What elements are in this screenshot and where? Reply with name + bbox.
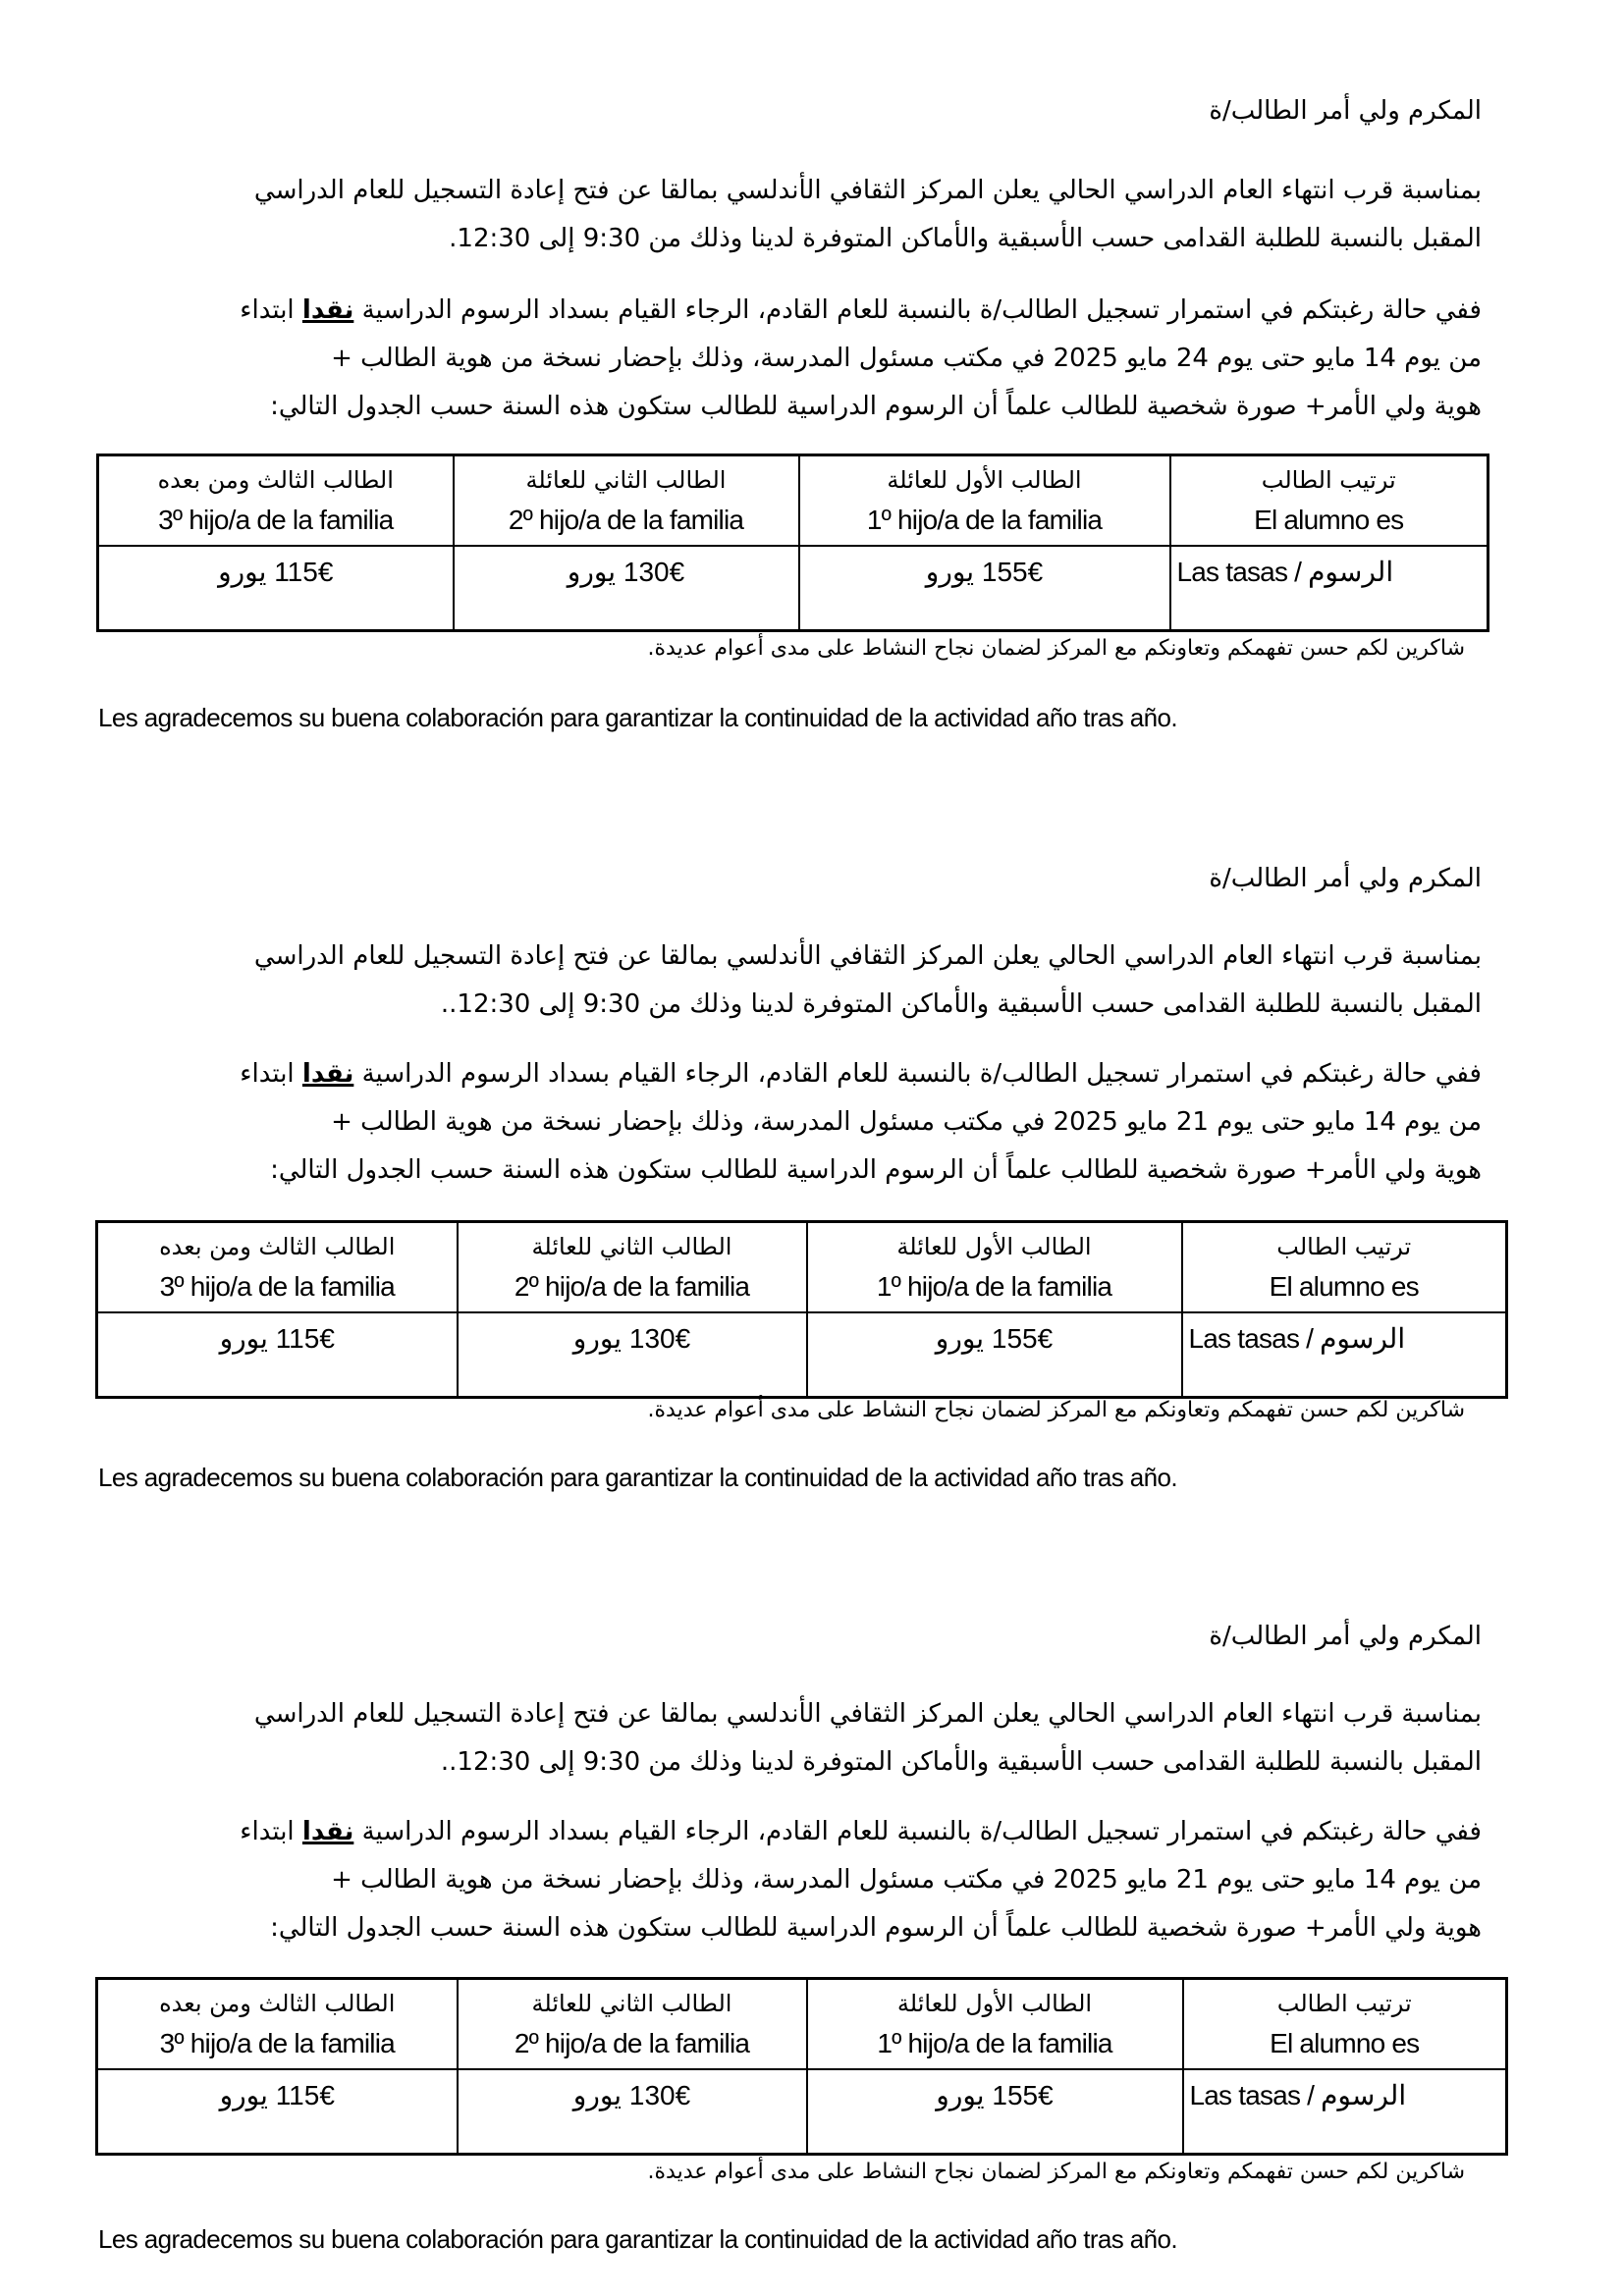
fee-value: 115€ يورو (219, 1323, 335, 1354)
payment-text: ففي حالة رغبتكم في استمرار تسجيل الطالب/ة بالنسبة للعام القادم، الرجاء القيام بسداد الرسوم الدراسية (353, 1059, 1482, 1089)
intro-line: المقبل بالنسبة للطلبة القدامى حسب الأسبقية والأماكن المتوفرة لدينا وذلك من 9:30 إلى 12:30.. (440, 1747, 1482, 1777)
payment-line (97, 287, 1482, 335)
row-label: Las tasas / الرسوم (1189, 2080, 1407, 2110)
payment-text: ابتداء (240, 1817, 302, 1846)
header-cell-second-child (458, 1222, 807, 1313)
payment-line: هوية ولي الأمر+ صورة شخصية للطالب علماً أن الرسوم الدراسية للطالب ستكون هذه السنة حسب الجدول التالي: (270, 392, 1482, 421)
fee-third-child (97, 1312, 458, 1398)
payment-text: ففي حالة رغبتكم في استمرار تسجيل الطالب/ة بالنسبة للعام القادم، الرجاء القيام بسداد الرسوم الدراسية (353, 1817, 1482, 1846)
fee-value: 155€ يورو (936, 2080, 1054, 2110)
payment-text: ابتداء (240, 295, 302, 325)
payment-text: ففي حالة رغبتكم في استمرار تسجيل الطالب/ة بالنسبة للعام القادم، الرجاء القيام بسداد الرسوم الدراسية (353, 295, 1482, 325)
header-ar: الطالب الثالث ومن بعده (159, 1233, 396, 1260)
fee-value: 130€ يورو (572, 1323, 691, 1354)
salutation: المكرم ولي أمر الطالب/ة (1209, 96, 1482, 126)
header-ar: ترتيب الطالب (1276, 1233, 1412, 1260)
fee-first-child (807, 1312, 1182, 1398)
payment-line (97, 1050, 1482, 1098)
intro-line: بمناسبة قرب انتهاء العام الدراسي الحالي يعلن المركز الثقافي الأندلسي بمالقا عن فتح إعادة التسجيل للعام الدراسي (253, 941, 1482, 971)
thanks-arabic: شاكرين لكم حسن تفهمكم وتعاونكم مع المركز لضمان نجاح النشاط على مدى أعوام عديدة. (647, 2160, 1465, 2184)
header-ar: الطالب الثالث ومن بعده (159, 1990, 396, 2017)
header-es: 1º hijo/a de la familia (877, 2028, 1112, 2058)
thanks-spanish: Les agradecemos su buena colaboración para garantizar la continuidad de la actividad año tras año. (98, 1463, 1177, 1492)
payment-paragraph (97, 1050, 1482, 1195)
fee-third-child (97, 2069, 458, 2155)
header-ar: الطالب الأول للعائلة (896, 1233, 1092, 1260)
header-cell-first-child (799, 455, 1170, 547)
cash-emphasis: نقدا (301, 295, 354, 325)
table-row-fees (97, 2069, 1507, 2155)
header-cell-student-order (1183, 1979, 1507, 2070)
fee-value: 130€ يورو (567, 557, 685, 587)
header-ar: الطالب الثاني للعائلة (525, 466, 727, 494)
header-es: 1º hijo/a de la familia (866, 505, 1103, 535)
table-header-row (98, 455, 1489, 547)
intro-line: بمناسبة قرب انتهاء العام الدراسي الحالي يعلن المركز الثقافي الأندلسي بمالقا عن فتح إعادة التسجيل للعام الدراسي (253, 176, 1482, 205)
fee-value: 115€ يورو (218, 557, 334, 587)
fees-table (96, 454, 1489, 632)
thanks-arabic: شاكرين لكم حسن تفهمكم وتعاونكم مع المركز لضمان نجاح النشاط على مدى أعوام عديدة. (647, 1398, 1465, 1422)
fee-third-child (98, 546, 454, 631)
header-cell-third-child (97, 1222, 458, 1313)
payment-line (97, 1808, 1482, 1856)
intro-line: المقبل بالنسبة للطلبة القدامى حسب الأسبقية والأماكن المتوفرة لدينا وذلك من 9:30 إلى 12:30. (449, 224, 1482, 253)
header-es: El alumno es (1270, 2028, 1420, 2058)
row-label: Las tasas / الرسوم (1188, 1323, 1406, 1354)
salutation: المكرم ولي أمر الطالب/ة (1209, 1622, 1482, 1651)
table-row-fees (98, 546, 1489, 631)
intro-paragraph (97, 167, 1482, 263)
header-cell-third-child (98, 455, 454, 547)
header-es: 2º hijo/a de la familia (508, 505, 744, 535)
header-cell-first-child (807, 1979, 1183, 2070)
table-header-row (97, 1222, 1507, 1313)
intro-paragraph (97, 1690, 1482, 1787)
header-es: 3º hijo/a de la familia (158, 505, 394, 535)
fee-row-label (1182, 1312, 1507, 1398)
header-ar: الطالب الأول للعائلة (887, 466, 1082, 494)
intro-line: المقبل بالنسبة للطلبة القدامى حسب الأسبقية والأماكن المتوفرة لدينا وذلك من 9:30 إلى 12:30.. (440, 989, 1482, 1019)
header-cell-student-order (1170, 455, 1489, 547)
header-ar: الطالب الثاني للعائلة (531, 1990, 732, 2017)
header-es: 3º hijo/a de la familia (159, 2028, 395, 2058)
header-cell-student-order (1182, 1222, 1507, 1313)
header-ar: الطالب الثاني للعائلة (531, 1233, 732, 1260)
table-header-row (97, 1979, 1507, 2070)
fee-first-child (799, 546, 1170, 631)
header-es: 2º hijo/a de la familia (514, 2028, 750, 2058)
cash-emphasis: نقدا (301, 1817, 354, 1846)
intro-line: بمناسبة قرب انتهاء العام الدراسي الحالي يعلن المركز الثقافي الأندلسي بمالقا عن فتح إعادة التسجيل للعام الدراسي (253, 1699, 1482, 1729)
row-label: Las tasas / الرسوم (1176, 557, 1394, 587)
payment-line: هوية ولي الأمر+ صورة شخصية للطالب علماً أن الرسوم الدراسية للطالب ستكون هذه السنة حسب الجدول التالي: (270, 1913, 1482, 1943)
table-row-fees (97, 1312, 1507, 1398)
payment-paragraph (97, 1808, 1482, 1952)
salutation: المكرم ولي أمر الطالب/ة (1209, 864, 1482, 893)
cash-emphasis: نقدا (301, 1059, 354, 1089)
header-ar: الطالب الأول للعائلة (896, 1990, 1093, 2017)
thanks-spanish: Les agradecemos su buena colaboración para garantizar la continuidad de la actividad año tras año. (98, 703, 1177, 732)
header-cell-third-child (97, 1979, 458, 2070)
header-ar: الطالب الثالث ومن بعده (157, 466, 394, 494)
thanks-arabic: شاكرين لكم حسن تفهمكم وتعاونكم مع المركز لضمان نجاح النشاط على مدى أعوام عديدة. (647, 636, 1465, 661)
fee-second-child (454, 546, 799, 631)
fee-first-child (807, 2069, 1183, 2155)
payment-line: من يوم 14 مايو حتى يوم 24 مايو 2025 في مكتب مسئول المدرسة، وذلك بإحضار نسخة من هوية الطالب + (331, 344, 1482, 373)
header-cell-second-child (454, 455, 799, 547)
fee-value: 115€ يورو (219, 2080, 335, 2110)
fee-row-label (1170, 546, 1489, 631)
header-es: 1º hijo/a de la familia (876, 1271, 1112, 1302)
fee-value: 155€ يورو (925, 557, 1044, 587)
payment-paragraph (97, 287, 1482, 431)
header-cell-second-child (458, 1979, 807, 2070)
payment-text: ابتداء (240, 1059, 302, 1089)
header-es: El alumno es (1254, 505, 1404, 535)
intro-paragraph (97, 933, 1482, 1029)
fee-value: 155€ يورو (935, 1323, 1054, 1354)
header-cell-first-child (807, 1222, 1182, 1313)
header-es: 2º hijo/a de la familia (514, 1271, 750, 1302)
payment-line: من يوم 14 مايو حتى يوم 21 مايو 2025 في مكتب مسئول المدرسة، وذلك بإحضار نسخة من هوية الطالب + (331, 1107, 1482, 1137)
payment-line: هوية ولي الأمر+ صورة شخصية للطالب علماً أن الرسوم الدراسية للطالب ستكون هذه السنة حسب الجدول التالي: (270, 1155, 1482, 1185)
thanks-spanish: Les agradecemos su buena colaboración para garantizar la continuidad de la actividad año tras año. (98, 2224, 1177, 2254)
header-es: 3º hijo/a de la familia (159, 1271, 395, 1302)
header-ar: ترتيب الطالب (1276, 1990, 1412, 2017)
fees-table (95, 1220, 1508, 1399)
header-es: El alumno es (1269, 1271, 1419, 1302)
payment-line: من يوم 14 مايو حتى يوم 21 مايو 2025 في مكتب مسئول المدرسة، وذلك بإحضار نسخة من هوية الطالب + (331, 1865, 1482, 1895)
fee-second-child (458, 2069, 807, 2155)
header-ar: ترتيب الطالب (1261, 466, 1396, 494)
fees-table (95, 1977, 1508, 2156)
fee-value: 130€ يورو (572, 2080, 691, 2110)
fee-row-label (1183, 2069, 1507, 2155)
fee-second-child (458, 1312, 807, 1398)
